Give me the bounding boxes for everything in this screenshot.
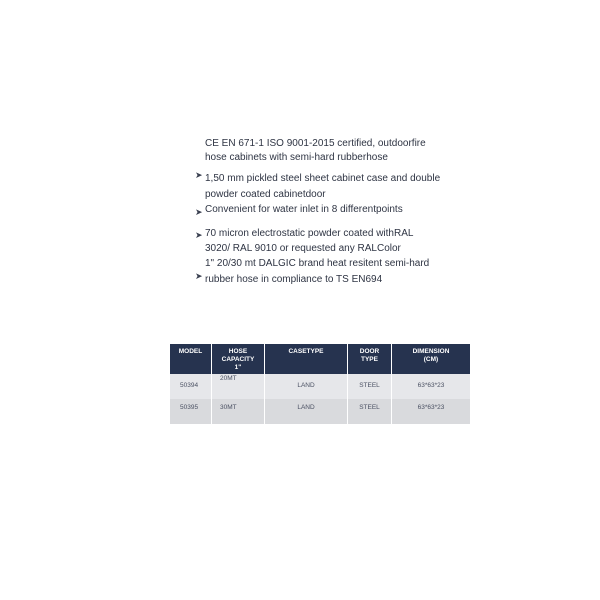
feature-line: 70 micron electrostatic powder coated withRAL (205, 228, 414, 239)
cell-door-type: STEEL (348, 399, 392, 424)
table-row (170, 399, 470, 424)
col-header-hose-capacity: HOSE CAPACITY 1" (212, 344, 265, 374)
table-header-row (170, 344, 470, 374)
cell-hose-capacity: 30MT (212, 399, 265, 424)
cell-dimension: 63*63*23 (392, 399, 470, 424)
table-row (170, 374, 470, 399)
cell-hose-capacity: 20MT (212, 374, 265, 399)
intro-text (205, 137, 465, 165)
cell-casetype: LAND (265, 399, 348, 424)
bullet-arrow-icon: ➤ (195, 170, 203, 180)
feature-line: 3020/ RAL 9010 or requested any RALColor (205, 243, 401, 254)
cell-door-type: STEEL (348, 374, 392, 399)
col-header-door-type: DOOR TYPE (348, 344, 392, 374)
col-header-casetype: CASETYPE (265, 344, 348, 374)
cell-dimension: 63*63*23 (392, 374, 470, 399)
bullet-arrow-icon: ➤ (195, 207, 203, 217)
feature-line: 1" 20/30 mt DALGIC brand heat resitent semi-hard (205, 258, 430, 269)
cell-casetype: LAND (265, 374, 348, 399)
spec-table (170, 344, 470, 424)
intro-line: hose cabinets with semi-hard rubberhose (205, 152, 388, 163)
cell-model: 50395 (170, 399, 212, 424)
feature-line: Convenient for water inlet in 8 differentpoints (205, 204, 403, 215)
intro-line: CE EN 671-1 ISO 9001-2015 certified, outdoorfire (205, 138, 426, 149)
col-header-model: MODEL (170, 344, 212, 374)
bullet-arrow-icon: ➤ (195, 230, 203, 240)
feature-line: 1,50 mm pickled steel sheet cabinet case and double (205, 173, 441, 184)
cell-model: 50394 (170, 374, 212, 399)
bullet-arrow-icon: ➤ (195, 271, 203, 281)
feature-line: powder coated cabinetdoor (205, 189, 326, 200)
feature-line: rubber hose in compliance to TS EN694 (205, 274, 383, 285)
col-header-dimension: DIMENSION (CM) (392, 344, 470, 374)
